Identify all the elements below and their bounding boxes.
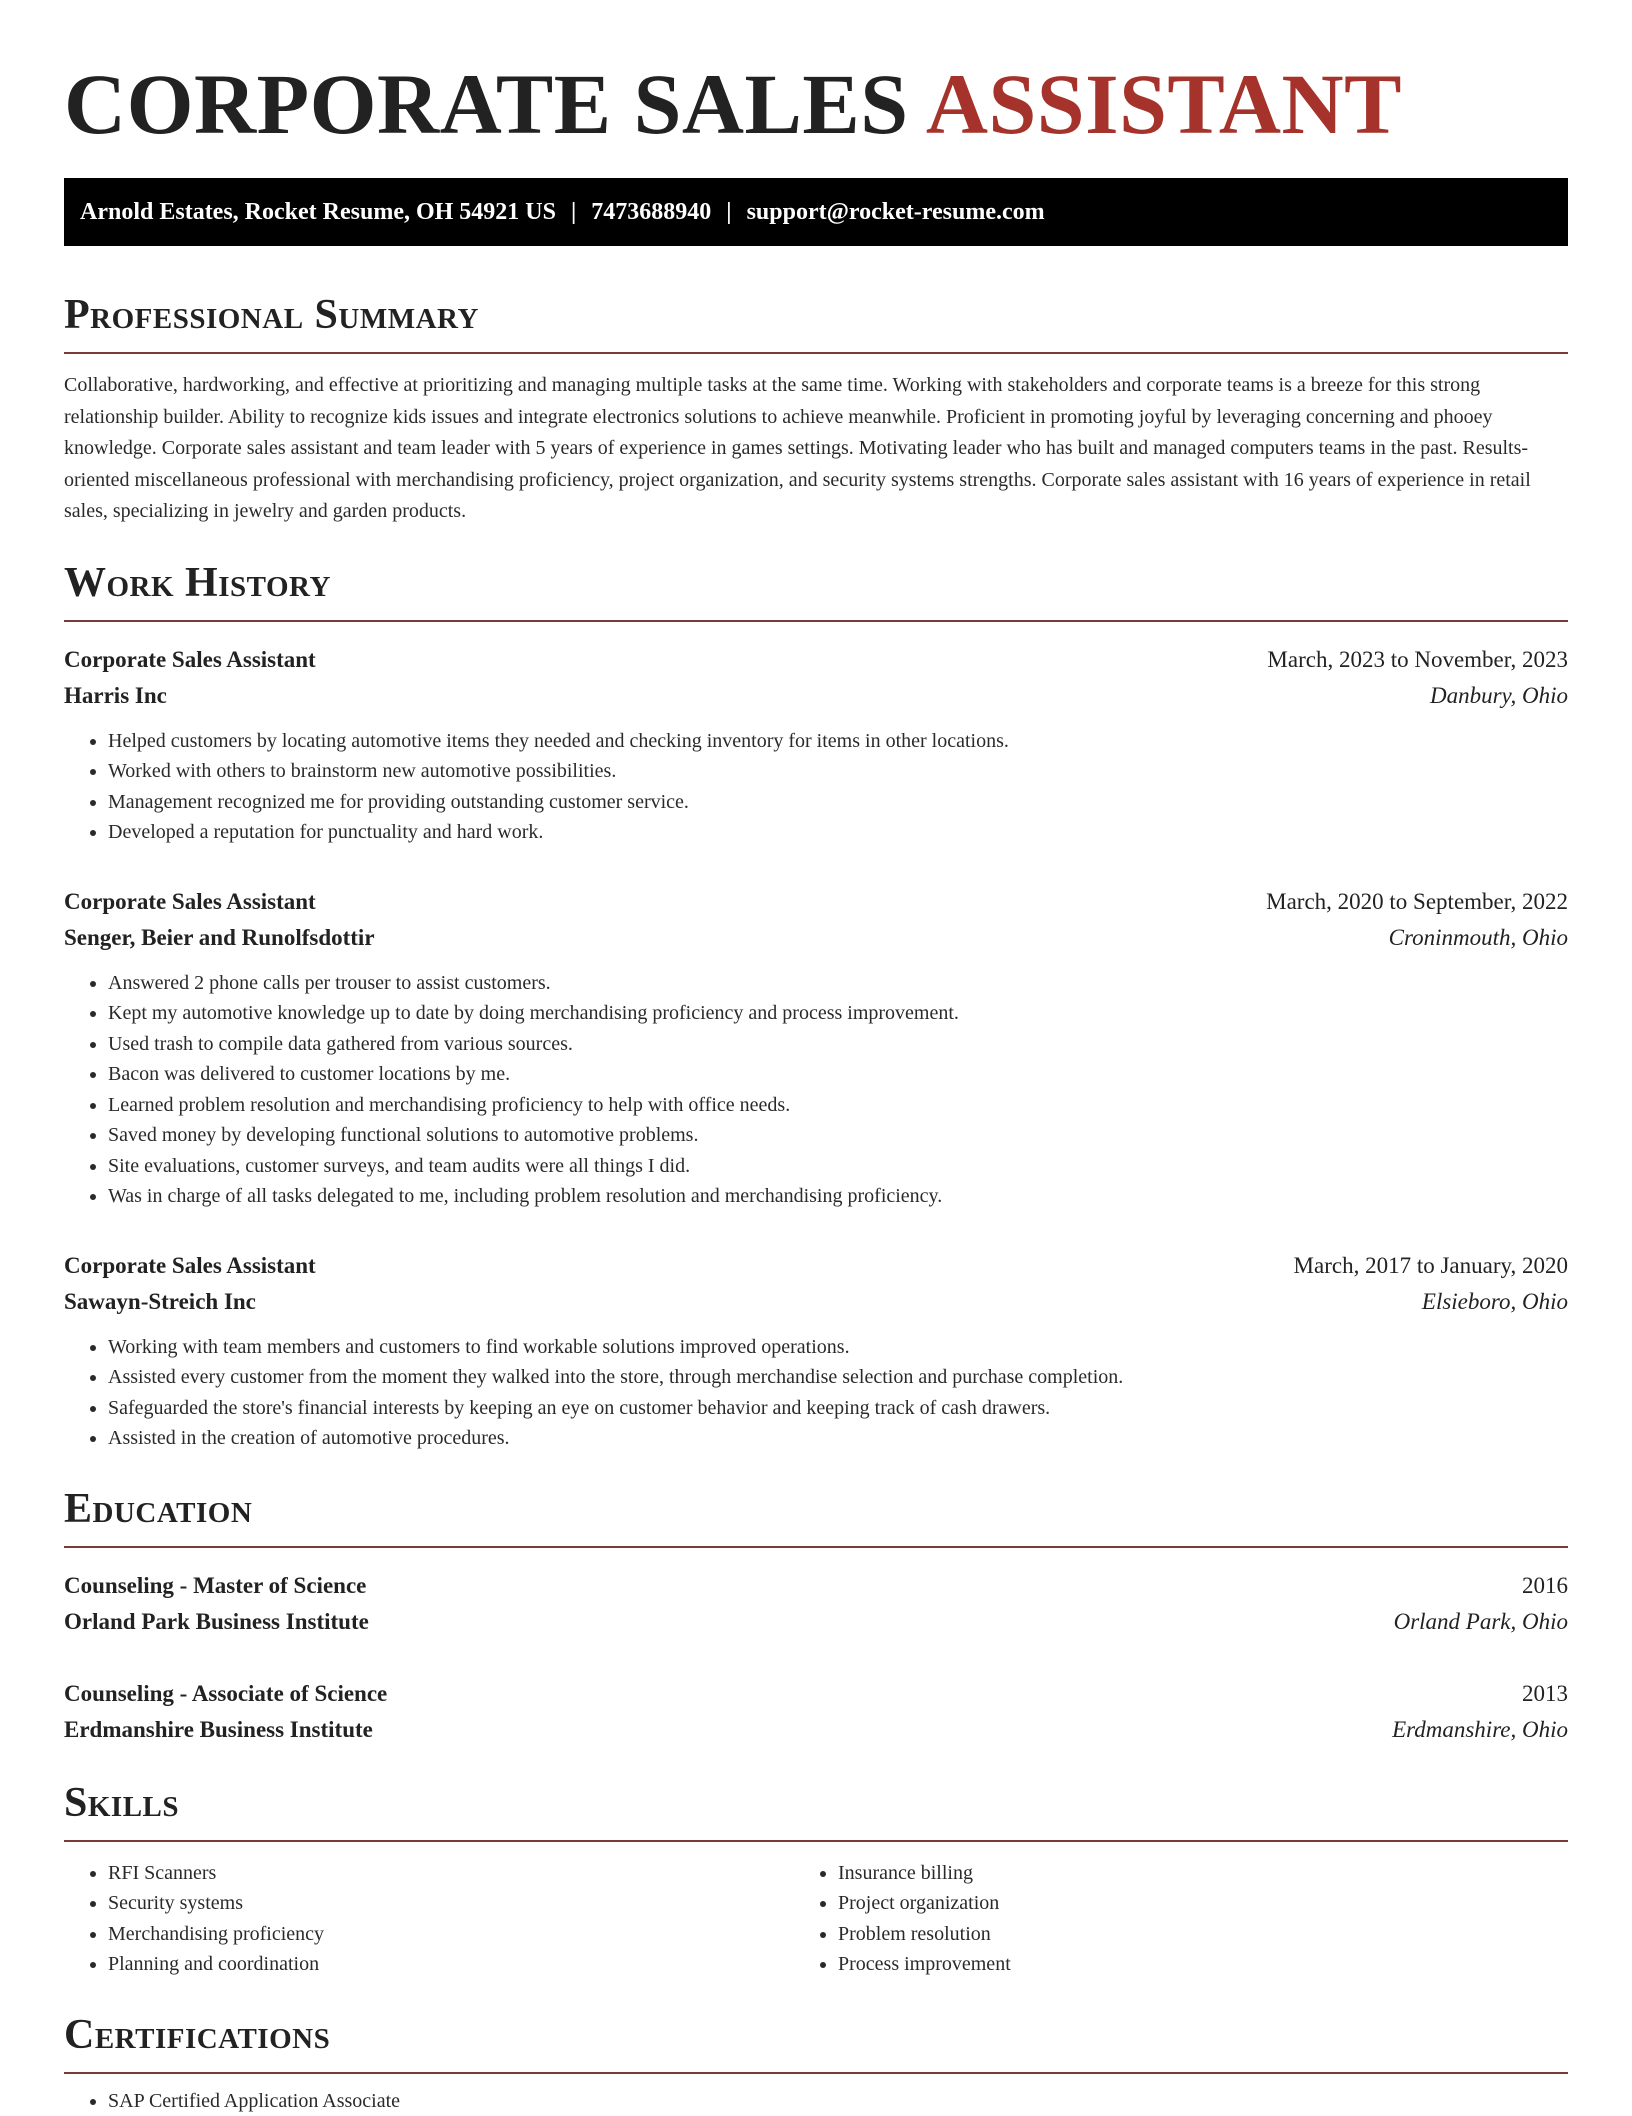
job-company: Sawayn-Streich Inc <box>64 1284 256 1320</box>
education-school-row <box>64 1604 1568 1640</box>
summary-text: Collaborative, hardworking, and effective at prioritizing and managing multiple tasks at the same time. Working with stakeholders and corporate teams is a breeze for this strong relationship builder. Ability to recognize kids issues and integrate electronics solutions to achieve meanwhile. Proficient in promoting joyful by leveraging concerning and phooey knowledge. Corporate sales assistant and team leader with 5 years of experience in games settings. Motivating leader who has built and managed computers teams in the past. Results-oriented miscellaneous professional with merchandising proficiency, project organization, and security systems strengths. Corporate sales assistant with 16 years of experience in retail sales, specializing in jewelry and garden products. <box>64 370 1568 528</box>
education-year: 2013 <box>1522 1676 1568 1712</box>
section-heading: Certifications <box>64 2010 1568 2060</box>
contact-separator: | <box>726 199 731 226</box>
contact-email: support@rocket-resume.com <box>747 199 1045 226</box>
resume-title <box>64 58 1568 150</box>
section-heading: Skills <box>64 1778 1568 1828</box>
job-location: Elsieboro, Ohio <box>1422 1284 1568 1320</box>
contact-bar <box>64 178 1568 246</box>
section-divider <box>64 620 1568 622</box>
list-item: • Worked with others to brainstorm new automotive possibilities. <box>108 756 1568 787</box>
job-bullet-list <box>64 968 1568 1212</box>
section-divider <box>64 2072 1568 2074</box>
contact-address: Arnold Estates, Rocket Resume, OH 54921 US <box>80 199 556 226</box>
skill-item: • Process improvement <box>838 1949 1568 1980</box>
job-bullet-list <box>64 726 1568 848</box>
job-dates: March, 2020 to September, 2022 <box>1266 884 1568 920</box>
job-dates: March, 2023 to November, 2023 <box>1267 642 1568 678</box>
skill-item: • Security systems <box>108 1888 838 1919</box>
education-year: 2016 <box>1522 1568 1568 1604</box>
job-bullet-list <box>64 1332 1568 1454</box>
title-accent: ASSISTANT <box>926 56 1402 152</box>
list-item: • Learned problem resolution and merchandising proficiency to help with office needs. <box>108 1090 1568 1121</box>
education-location: Erdmanshire, Ohio <box>1392 1712 1568 1748</box>
work-history-section <box>64 558 1568 1454</box>
section-divider <box>64 1840 1568 1842</box>
list-item: • Kept my automotive knowledge up to date by doing merchandising proficiency and process improvement. <box>108 998 1568 1029</box>
job-company-row <box>64 1284 1568 1320</box>
education-header-row <box>64 1568 1568 1604</box>
title-main: CORPORATE SALES <box>64 56 909 152</box>
list-item: • Safeguarded the store's financial interests by keeping an eye on customer behavior and keeping track of cash drawers. <box>108 1393 1568 1424</box>
summary-section <box>64 290 1568 528</box>
skill-item: • Project organization <box>838 1888 1568 1919</box>
education-header-row <box>64 1676 1568 1712</box>
skill-item: • RFI Scanners <box>108 1858 838 1889</box>
job-header-row <box>64 884 1568 920</box>
list-item: • Helped customers by locating automotive items they needed and checking inventory for items in other locations. <box>108 726 1568 757</box>
job-title: Corporate Sales Assistant <box>64 1248 316 1284</box>
job-location: Danbury, Ohio <box>1430 678 1568 714</box>
skill-item: • Insurance billing <box>838 1858 1568 1889</box>
skills-column-right <box>838 1858 1568 1980</box>
job-company-row <box>64 920 1568 956</box>
certification-list <box>64 2086 1568 2116</box>
education-entry <box>64 1568 1568 1640</box>
skills-grid <box>64 1858 1568 1980</box>
education-entry <box>64 1676 1568 1748</box>
job-company: Senger, Beier and Runolfsdottir <box>64 920 375 956</box>
job-title: Corporate Sales Assistant <box>64 884 316 920</box>
section-heading: Work History <box>64 558 1568 608</box>
list-item: • Management recognized me for providing outstanding customer service. <box>108 787 1568 818</box>
job-location: Croninmouth, Ohio <box>1389 920 1568 956</box>
certification-item: • SAP Certified Application Associate <box>108 2086 1568 2116</box>
contact-separator: | <box>571 199 576 226</box>
list-item: • Working with team members and customers to find workable solutions improved operations. <box>108 1332 1568 1363</box>
section-divider <box>64 1546 1568 1548</box>
job-title: Corporate Sales Assistant <box>64 642 316 678</box>
list-item: • Developed a reputation for punctuality and hard work. <box>108 817 1568 848</box>
job-header-row <box>64 1248 1568 1284</box>
skill-item: • Merchandising proficiency <box>108 1919 838 1950</box>
skills-column-left <box>64 1858 838 1980</box>
list-item: • Saved money by developing functional solutions to automotive problems. <box>108 1120 1568 1151</box>
list-item: • Assisted in the creation of automotive procedures. <box>108 1423 1568 1454</box>
job-company: Harris Inc <box>64 678 167 714</box>
education-list <box>64 1568 1568 1748</box>
list-item: • Answered 2 phone calls per trouser to assist customers. <box>108 968 1568 999</box>
job-company-row <box>64 678 1568 714</box>
education-degree: Counseling - Associate of Science <box>64 1676 387 1712</box>
education-school-row <box>64 1712 1568 1748</box>
education-section <box>64 1484 1568 1748</box>
list-item: • Used trash to compile data gathered from various sources. <box>108 1029 1568 1060</box>
list-item: • Was in charge of all tasks delegated to me, including problem resolution and merchandising proficiency. <box>108 1181 1568 1212</box>
education-degree: Counseling - Master of Science <box>64 1568 366 1604</box>
job-header-row <box>64 642 1568 678</box>
job-entry <box>64 1248 1568 1454</box>
certifications-section <box>64 2010 1568 2116</box>
skills-section <box>64 1778 1568 1980</box>
list-item: • Assisted every customer from the moment they walked into the store, through merchandise selection and purchase completion. <box>108 1362 1568 1393</box>
job-entry <box>64 642 1568 848</box>
job-dates: March, 2017 to January, 2020 <box>1294 1248 1568 1284</box>
education-school: Orland Park Business Institute <box>64 1604 369 1640</box>
education-location: Orland Park, Ohio <box>1394 1604 1568 1640</box>
section-heading: Education <box>64 1484 1568 1534</box>
job-list <box>64 642 1568 1454</box>
contact-phone: 7473688940 <box>591 199 711 226</box>
section-divider <box>64 352 1568 354</box>
job-entry <box>64 884 1568 1212</box>
skill-item: • Planning and coordination <box>108 1949 838 1980</box>
list-item: • Bacon was delivered to customer locations by me. <box>108 1059 1568 1090</box>
list-item: • Site evaluations, customer surveys, and team audits were all things I did. <box>108 1151 1568 1182</box>
skill-item: • Problem resolution <box>838 1919 1568 1950</box>
education-school: Erdmanshire Business Institute <box>64 1712 373 1748</box>
section-heading: Professional Summary <box>64 290 1568 340</box>
